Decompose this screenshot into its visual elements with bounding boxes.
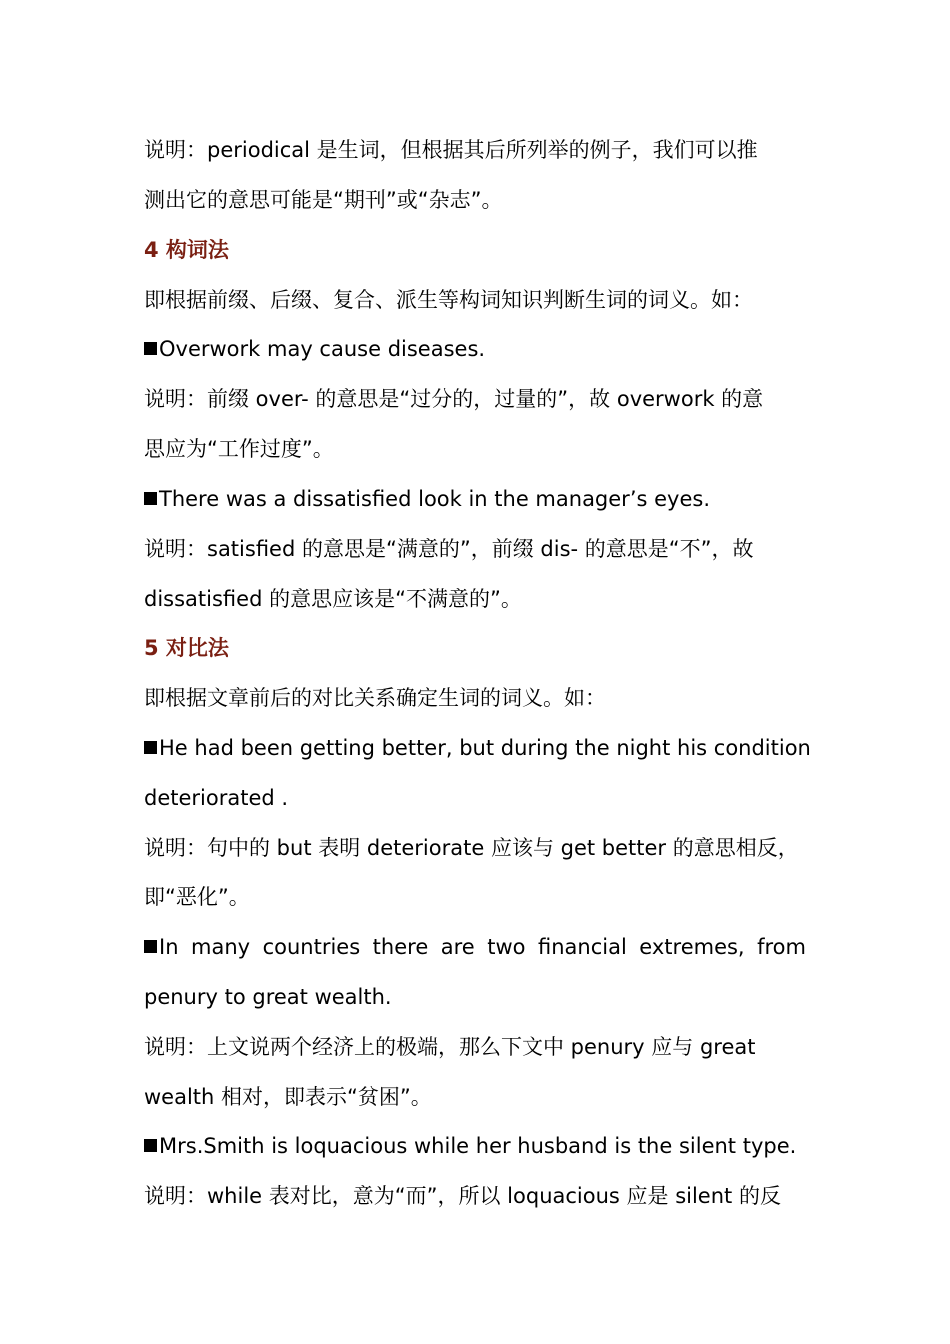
section-heading-5: 5 对比法 xyxy=(144,636,229,660)
paragraph-line: dissatisfied 的意思应该是“不满意的”。 xyxy=(144,587,522,611)
paragraph-line: 说明：while 表对比，意为“而”，所以 loquacious 应是 silent 的反 xyxy=(144,1184,781,1208)
square-bullet-icon xyxy=(144,342,157,355)
example-text: He had been getting better, but during the night his condition xyxy=(159,736,811,760)
square-bullet-icon xyxy=(144,1139,157,1152)
example-sentence xyxy=(144,933,806,961)
paragraph-line: 测出它的意思可能是“期刊”或“杂志”。 xyxy=(144,188,503,212)
example-continuation: deteriorated . xyxy=(144,786,289,810)
example-text: Overwork may cause diseases. xyxy=(159,337,486,361)
square-bullet-icon xyxy=(144,741,157,754)
paragraph-line: 说明：前缀 over- 的意思是“过分的，过量的”，故 overwork 的意 xyxy=(144,387,764,411)
paragraph-line: 即“恶化”。 xyxy=(144,885,250,909)
paragraph-line: 即根据前缀、后缀、复合、派生等构词知识判断生词的词义。如： xyxy=(144,288,753,312)
paragraph-line: 说明：上文说两个经济上的极端，那么下文中 penury 应与 great xyxy=(144,1035,756,1059)
paragraph-line: 说明：句中的 but 表明 deteriorate 应该与 get better 的意思相反， xyxy=(144,836,799,860)
square-bullet-icon xyxy=(144,492,157,505)
section-heading-4: 4 构词法 xyxy=(144,238,229,262)
square-bullet-icon xyxy=(144,940,157,953)
paragraph-line: 思应为“工作过度”。 xyxy=(144,437,334,461)
paragraph-line: 说明：periodical 是生词，但根据其后所列举的例子，我们可以推 xyxy=(144,138,758,162)
example-text: Mrs.Smith is loquacious while her husband is the silent type. xyxy=(159,1134,797,1158)
example-continuation: penury to great wealth. xyxy=(144,985,392,1009)
example-sentence xyxy=(144,734,811,762)
example-text: In many countries there are two financial extremes, from xyxy=(159,935,806,959)
example-text: There was a dissatisfied look in the manager’s eyes. xyxy=(159,487,710,511)
paragraph-line: 即根据文章前后的对比关系确定生词的词义。如： xyxy=(144,686,606,710)
paragraph-line: wealth 相对，即表示“贫困”。 xyxy=(144,1085,432,1109)
paragraph-line: 说明：satisfied 的意思是“满意的”，前缀 dis- 的意思是“不”，故 xyxy=(144,537,754,561)
example-sentence xyxy=(144,1132,796,1160)
example-sentence xyxy=(144,335,485,363)
example-sentence xyxy=(144,485,710,513)
